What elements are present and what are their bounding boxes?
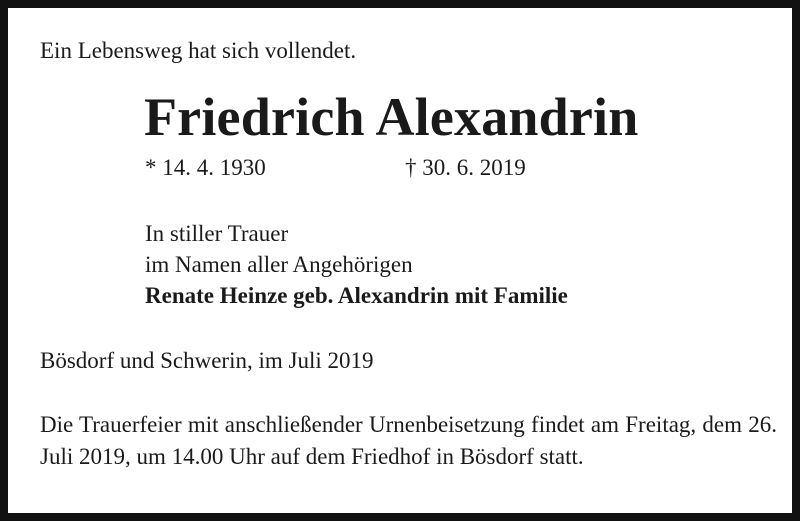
funeral-information: Die Trauerfeier mit anschließender Urnenbeisetzung findet am Freitag, dem 26. Juli 2019, um 14.00 Uhr auf dem Friedhof in Bösdorf statt. — [40, 412, 777, 469]
place-and-date: Bösdorf und Schwerin, im Juli 2019 — [40, 348, 374, 373]
mourning-line-1: In stiller Trauer — [145, 221, 289, 246]
death-date: † 30. 6. 2019 — [405, 155, 526, 180]
intro-line: Ein Lebensweg hat sich vollendet. — [40, 38, 357, 63]
deceased-name: Friedrich Alexandrin — [144, 87, 639, 147]
signer-name: Renate Heinze geb. Alexandrin mit Familie — [145, 283, 568, 308]
mourning-line-2: im Namen aller Angehörigen — [145, 252, 413, 277]
birth-date: * 14. 4. 1930 — [145, 155, 266, 180]
